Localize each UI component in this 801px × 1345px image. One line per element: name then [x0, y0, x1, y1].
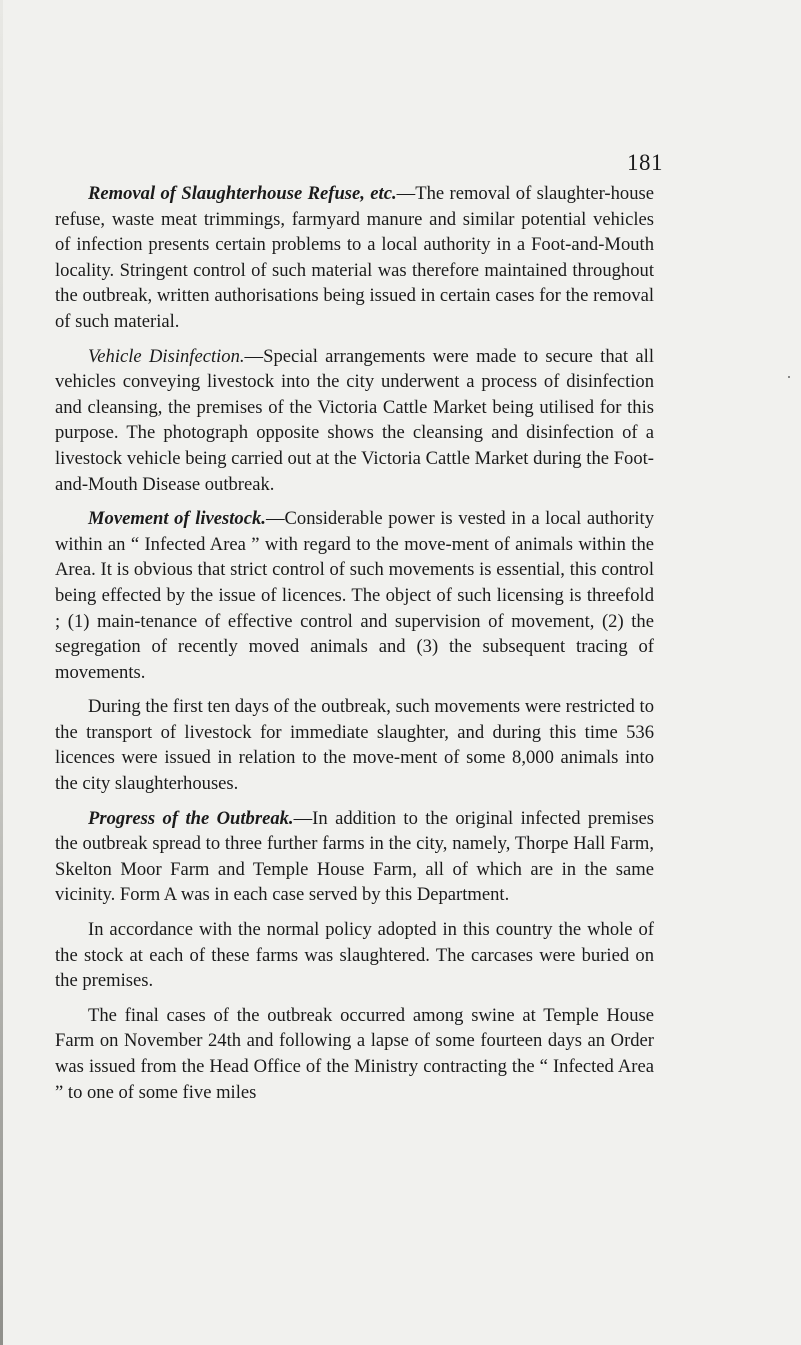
paragraph-text: —Considerable power is vested in a local authority within an “ Infected Area ” with regard to the move-ment of animals within the Area. It is obvious that strict control of such movements is essential, this control being effected by the issue of licences. The object of such licensing is threefold ; (1) main-tenance of effective control and supervision of movement, (2) the segregation of recently moved animals and (3) the subsequent tracing of movements.	[55, 508, 655, 683]
paragraph-movement-of-livestock	[55, 506, 654, 685]
paragraph-text: —Special arrangements were made to secure that all vehicles conveying livestock into the city underwent a process of disinfection and cleansing, the premises of the Victoria Cattle Market being utilised for this purpose. The photograph opposite shows the cleansing and disinfection of a livestock vehicle being carried out at the Victoria Cattle Market during the Foot-and-Mouth Disease outbreak.	[55, 345, 654, 495]
page-edge-shadow	[0, 0, 3, 1345]
paragraph-first-ten-days	[55, 694, 654, 796]
body-text	[55, 181, 654, 1114]
scan-speck	[788, 376, 790, 378]
paragraph-text: —The removal of slaughter-house refuse, waste meat trimmings, farmyard manure and similar potential vehicles of infection presents certain problems to a local authority in a Foot-and-Mouth locality. Stringent control of such material was therefore maintained throughout the outbreak, written authorisations being issued in certain cases for the removal of such material.	[55, 183, 655, 332]
heading-movement-of-livestock: Movement of livestock.	[88, 508, 266, 530]
heading-vehicle-disinfection: Vehicle Disinfection.	[88, 345, 245, 367]
paragraph-text: In accordance with the normal policy adopted in this country the whole of the stock at each of these farms was slaughtered. The carcases were buried on the premises.	[55, 919, 654, 992]
paragraph-text: The final cases of the outbreak occurred among swine at Temple House Farm on November 24th and following a lapse of some fourteen days an Order was issued from the Head Office of the Ministry contracting the “ Infected Area ” to one of some five miles	[55, 1004, 654, 1103]
paragraph-progress-of-outbreak	[55, 806, 654, 908]
paragraph-normal-policy	[55, 917, 654, 994]
paragraph-text: During the first ten days of the outbreak, such movements were restricted to the transport of livestock for immediate slaughter, and during this time 536 licences were issued in relation to the move-ment of some 8,000 animals into the city slaughterhouses.	[55, 696, 654, 795]
heading-slaughterhouse-refuse: Removal of Slaughterhouse Refuse, etc.	[88, 183, 397, 204]
paragraph-final-cases	[55, 1003, 654, 1105]
paragraph-slaughterhouse-refuse	[55, 181, 654, 335]
heading-progress-of-outbreak: Progress of the Outbreak.	[88, 807, 294, 829]
paragraph-vehicle-disinfection	[55, 344, 654, 498]
paragraph-text: —In addition to the original infected premises the outbreak spread to three further farms in the city, namely, Thorpe Hall Farm, Skelton Moor Farm and Temple House Farm, all of which are in the same vicinity. Form A was in each case served by this Department.	[55, 807, 654, 906]
page-number: 181	[627, 150, 663, 175]
